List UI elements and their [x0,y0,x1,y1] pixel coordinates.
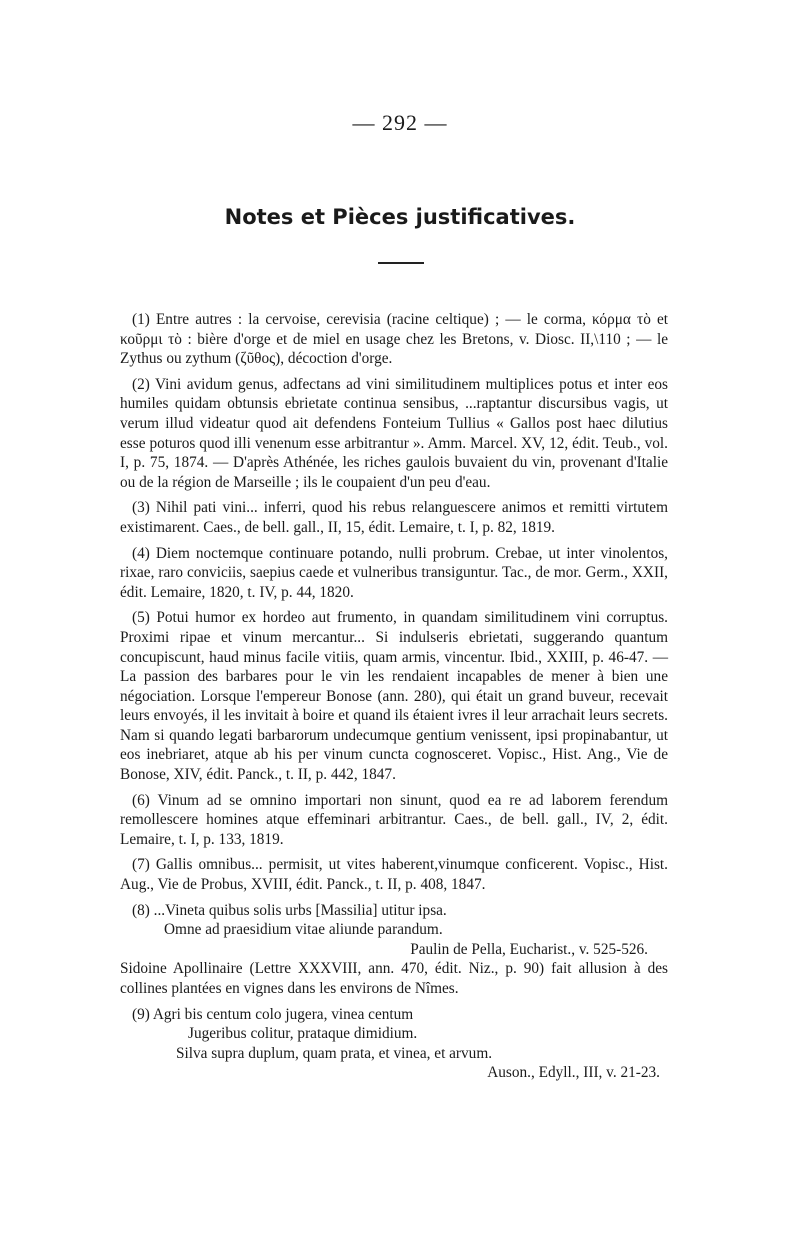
note-8-verse-line-1: (8) ...Vineta quibus solis urbs [Massilia] utitur ipsa. [132,901,447,919]
title-divider [378,262,424,264]
note-4: (4) Diem noctemque continuare potando, nulli probrum. Crebae, ut inter vinolentos, rixae, raro conviciis, saepius caede et vulneribus transiguntur. Tac., de mor. Germ., XXII, édit. Lemaire, 1820, t. IV, p. 44, 1820. [120,544,668,601]
note-1: (1) Entre autres : la cervoise, cerevisia (racine celtique) ; — le corma, κόρμα τὸ et κοῦρμι τὸ : bière d'orge et de miel en usage chez les Bretons, v. Diosc. II,\110 ; — le Zythus ou zythum (ζῦθος), décoction d'orge. [120,311,668,368]
note-9-verse-line-1: (9) Agri bis centum colo jugera, vinea centum [132,1005,414,1023]
note-8 [120,901,668,999]
note-7: (7) Gallis omnibus... permisit, ut vites haberent,vinumque conficerent. Vopisc., Hist. Aug., Vie de Probus, XVIII, édit. Panck., t. II, p. 408, 1847. [120,856,668,894]
note-3: (3) Nihil pati vini... inferri, quod his rebus relanguescere animos et remitti virtutem existimarent. Caes., de bell. gall., II, 15, édit. Lemaire, t. I, p. 82, 1819. [120,499,668,536]
note-8-commentary: Sidoine Apollinaire (Lettre XXXVIII, ann. 470, édit. Niz., p. 90) fait allusion à des collines plantées en vignes dans les environs de Nîmes. [120,960,668,997]
note-8-reference: Paulin de Pella, Eucharist., v. 525-526. [410,940,648,958]
note-8-verse-line-2: Omne ad praesidium vitae aliunde parandum. [164,921,443,939]
note-9-verse-line-3: Silva supra duplum, quam prata, et vinea, et arvum. [176,1044,493,1062]
page-number: — 292 — [352,110,448,135]
note-9 [120,1005,668,1083]
note-2: (2) Vini avidum genus, adfectans ad vini similitudinem multiplices potus et inter eos humiles quidam obtunsis ebrietate continua sensibus, ...raptantur discursibus vagis, ut verum illud videatur quod ait defendens Fonteium Tullius « Gallos post haec dilutius esse poturos quod illi venenum esse arbitrantur ». Amm. Marcel. XV, 12, édit. Teub., vol. I, p. 75, 1874. — D'après Athénée, les riches gaulois buvaient du vin, provenant d'Italie ou de la région de Marseille ; ils le coupaient d'un peu d'eau. [120,375,668,491]
notes-section [120,310,668,1089]
page-title: Notes et Pièces justificatives. [224,205,576,229]
note-9-verse-line-2: Jugeribus colitur, prataque dimidium. [188,1025,418,1043]
note-6: (6) Vinum ad se omnino importari non sinunt, quod ea re ad laborem ferendum remollescere homines atque effeminari arbitrantur. Caes., de bell. gall., IV, 2, édit. Lemaire, t. I, p. 133, 1819. [120,791,668,848]
note-9-reference: Auson., Edyll., III, v. 21-23. [487,1064,660,1082]
note-5: (5) Potui humor ex hordeo aut frumento, in quandam similitudinem vini corruptus. Proximi ripae et vinum mercantur... Si indulseris ebrietati, suggerando quantum concupiscunt, haud minus facile vitiis, quam armis, vincentur. Ibid., XXIII, p. 46-47. — La passion des barbares pour le vin les rendaient incapables de mener à bien une négociation. Lorsque l'empereur Bonose (ann. 280), qui était un grand buveur, recevait leurs envoyés, il les invitait à boire et quand ils étaient ivres il leur arrachait leurs secrets. Nam si quando legati barbarorum undecumque gentium venissent, ipsi propinabantur, ut eos inebriaret, atque ab his per vinum cuncta cognosceret. Vopisc., Hist. Ang., Vie de Bonose, XIV, édit. Panck., t. II, p. 442, 1847. [120,609,668,784]
